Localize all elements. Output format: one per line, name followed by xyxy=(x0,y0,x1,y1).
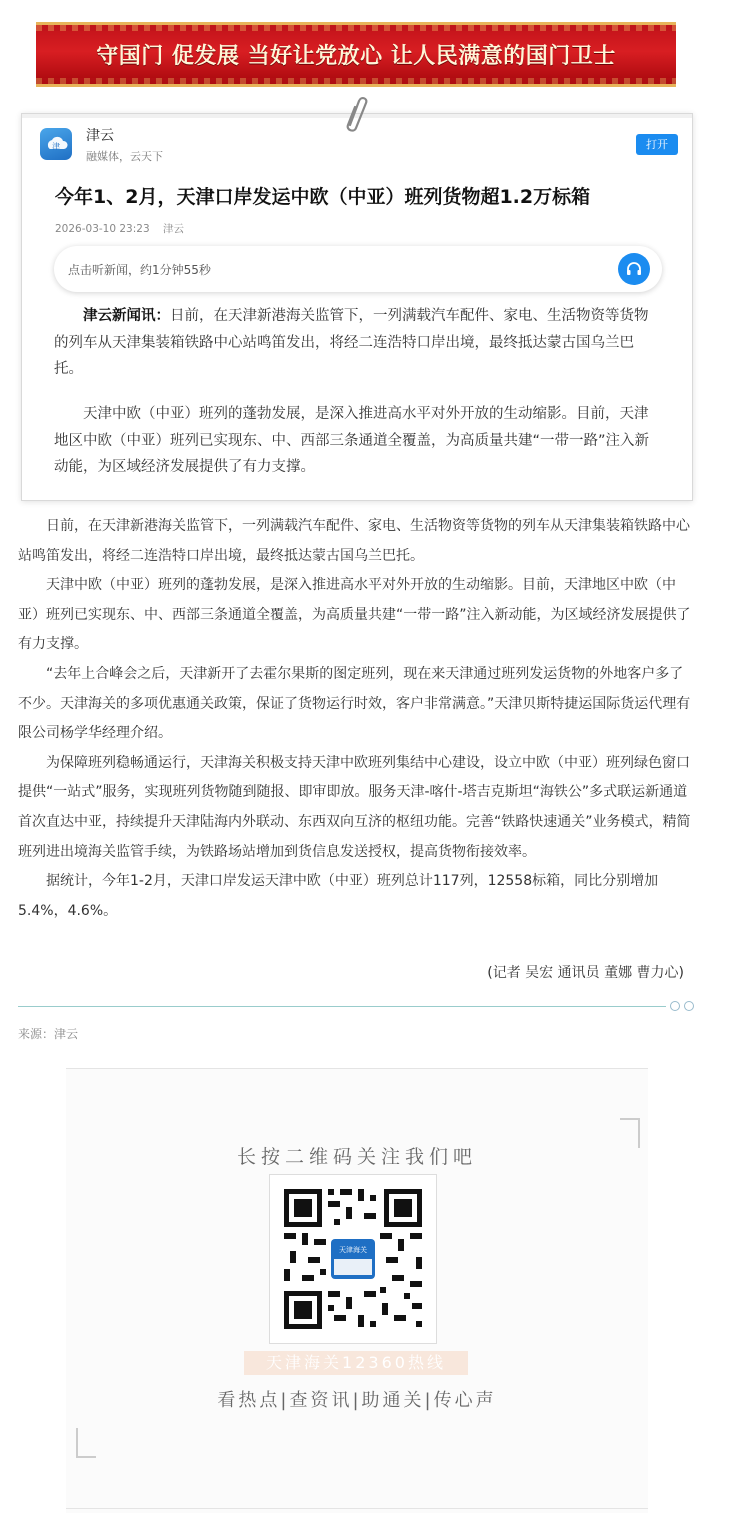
qr-poster xyxy=(66,1068,648,1513)
headphones-icon[interactable] xyxy=(618,253,650,285)
article-byline: (记者 吴宏 通讯员 董娜 曹力心) xyxy=(487,965,684,981)
card-paragraph-1-text: 日前，在天津新港海关监管下，一列满载汽车配件、家电、生活物资等货物的列车从天津集装箱铁路中心站鸣笛发出，将经二连浩特口岸出境，最终抵达蒙古国乌兰巴托。 xyxy=(54,308,649,377)
news-card xyxy=(21,113,693,501)
body-paragraph-1: 日前，在天津新港海关监管下，一列满载汽车配件、家电、生活物资等货物的列车从天津集装箱铁路中心站鸣笛发出，将经二连浩特口岸出境，最终抵达蒙古国乌兰巴托。 xyxy=(18,518,690,564)
card-paragraph-1 xyxy=(54,303,662,383)
app-name: 津云 xyxy=(86,127,114,144)
article-author: 津云 xyxy=(162,223,184,235)
card-paragraph-2: 天津中欧（中亚）班列的蓬勃发展，是深入推进高水平对外开放的生动缩影。目前，天津地区中欧（中亚）班列已实现东、中、西部三条通道全覆盖，为高质量共建“一带一路”注入新动能，为区域经济发展提供了有力支撑。 xyxy=(54,406,650,475)
publish-date: 2026-03-10 23:23 xyxy=(55,223,150,235)
logo-char: 津 xyxy=(52,142,60,151)
body-paragraph-2: 天津中欧（中亚）班列的蓬勃发展，是深入推进高水平对外开放的生动缩影。目前，天津地区中欧（中亚）班列已实现东、中、西部三条通道全覆盖，为高质量共建“一带一路”注入新动能，为区域经济发展提供了有力支撑。 xyxy=(18,577,691,653)
poster-title: 长按二维码关注我们吧 xyxy=(236,1146,477,1168)
body-paragraph-3: “去年上合峰会之后，天津新开了去霍尔果斯的图定班列，现在来天津通过班列发运货物的外地客户多了不少。天津海关的多项优惠通关政策，保证了货物运行时效，客户非常满意。”天津贝斯特捷运国际货运代理有限公司杨学华经理介绍。 xyxy=(18,665,691,742)
frame-corner-bottom-left xyxy=(76,1428,96,1458)
qr-code-image xyxy=(270,1175,436,1343)
jinyun-logo-icon xyxy=(40,128,72,160)
poster-top-line xyxy=(66,1068,648,1069)
qr-logo-label: 天津海关 xyxy=(339,1246,367,1254)
qr-code[interactable] xyxy=(269,1174,437,1344)
banner-text: 守国门 促发展 当好让党放心 让人民满意的国门卫士 xyxy=(96,44,616,69)
body-paragraph-4: 为保障班列稳畅通运行，天津海关积极支持天津中欧班列集结中心建设，设立中欧（中亚）班列绿色窗口提供“一站式”服务，实现班列货物随到随报、即审即放。服务天津-喀什-塔吉克斯坦“海铁公”多式联运新通道首次直达中亚，持续提升天津陆海内外联动、东西双向互济的枢纽功能。完善“铁路快速通关”业务模式，精简班列进出境海关监管手续，为铁路场站增加到货信息发送授权，提高货物衔接效率。 xyxy=(18,754,691,860)
header-banner xyxy=(36,22,676,87)
open-app-button[interactable]: 打开 xyxy=(636,134,678,155)
poster-slogan: 看热点|查资讯|助通关|传心声 xyxy=(217,1390,497,1411)
article-title: 今年1、2月，天津口岸发运中欧（中亚）班列货物超1.2万标箱 xyxy=(55,186,591,208)
section-divider xyxy=(18,1006,666,1007)
poster-bottom-line xyxy=(66,1508,648,1509)
article-meta xyxy=(55,221,184,236)
listen-news-label: 点击听新闻，约1分钟55秒 xyxy=(68,262,211,277)
app-meta xyxy=(86,125,163,164)
article-body xyxy=(18,512,696,926)
body-paragraph-5: 据统计，今年1-2月，天津口岸发运天津中欧（中亚）班列总计117列，12558标箱，同比分别增加5.4%，4.6%。 xyxy=(18,873,659,919)
divider-dots xyxy=(670,1001,694,1011)
app-slogan: 融媒体，云天下 xyxy=(86,149,163,163)
paperclip-icon xyxy=(340,95,370,135)
listen-news-bar[interactable] xyxy=(54,246,662,292)
article-source: 来源：津云 xyxy=(18,1027,79,1041)
hotline-banner: 天津海关12360热线 xyxy=(244,1351,468,1375)
news-lead: 津云新闻讯： xyxy=(83,308,170,324)
